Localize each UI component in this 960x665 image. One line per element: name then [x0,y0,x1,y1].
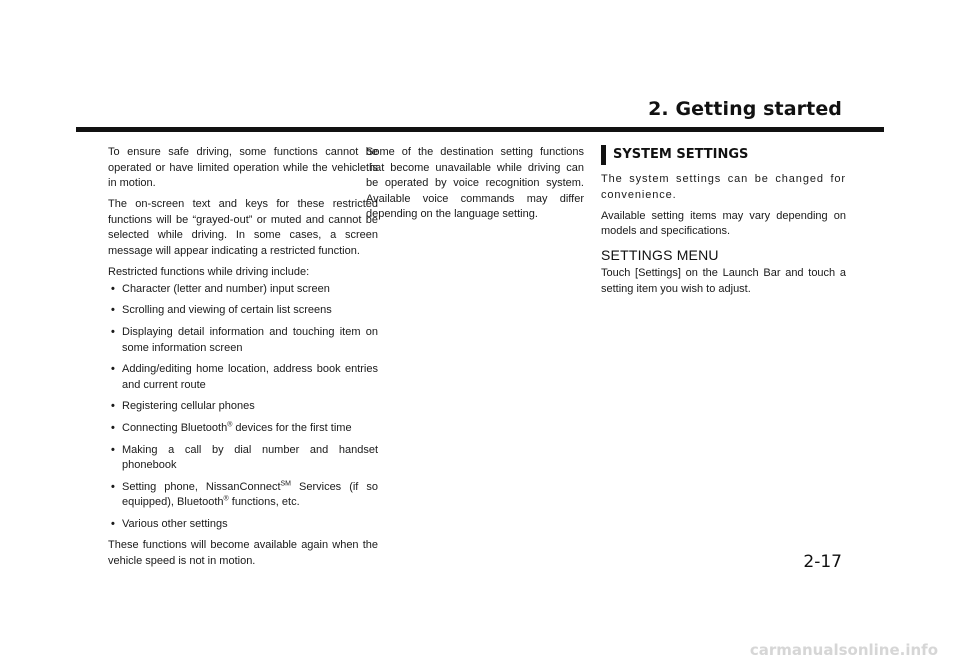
section-heading [601,145,846,165]
list-item-text: Character (letter and number) input screen [122,282,330,295]
paragraph: The on-screen text and keys for these restricted functions will be “grayed-out” or muted and cannot be selected while driving. In some cases, a screen message will appear indicating a restricted function. [108,198,378,258]
paragraph: The system settings can be changed for convenience. [601,173,846,201]
header-rule [76,127,884,132]
bullet: • [111,400,115,413]
paragraph: Restricted functions while driving include: [108,266,310,279]
paragraph: These functions will become available again when the vehicle speed is not in motion. [108,539,378,568]
list-item [108,421,378,437]
list-item-text: Various other settings [122,517,228,530]
paragraph: Some of the destination setting functions that become unavailable while driving can be operated by voice recognition system. Available voice commands may differ depending on the language setting. [366,146,584,221]
bullet: • [111,443,115,456]
paragraph: To ensure safe driving, some functions cannot be operated or have limited operation while the vehicle is in motion. [108,146,378,190]
bullet: • [111,304,115,317]
list-item-text: Setting phone, NissanConnect [122,480,281,493]
list-item-text: Adding/editing home location, address book entries and current route [122,363,378,391]
chapter-title: 2. Getting started [648,98,842,120]
right-column [601,145,846,303]
list-item-text: Scrolling and viewing of certain list screens [122,304,332,317]
list-item [108,480,378,511]
section-title: SYSTEM SETTINGS [613,147,749,163]
list-item [108,443,378,474]
paragraph: Touch [Settings] on the Launch Bar and touch a setting item you wish to adjust. [601,267,846,296]
page-number: 2-17 [803,552,842,572]
bullet: • [111,517,115,530]
watermark: carmanualsonline.info [749,641,938,659]
service-mark: SM [280,480,291,488]
bullet: • [111,363,115,376]
subsection-title: SETTINGS MENU [601,246,719,263]
middle-column [366,145,584,228]
list-item-text: Services (if so equipped), Bluetooth [122,480,378,509]
list-item-text: Making a call by dial number and handset phonebook [122,443,378,472]
list-item [108,282,378,298]
list-item-text: Registering cellular phones [122,400,255,413]
list-item-text: Displaying detail information and touching item on some information screen [122,325,378,354]
bullet: • [111,421,115,434]
bullet: • [111,325,115,338]
list-item-text: Connecting Bluetooth [122,421,228,434]
list-item [108,399,378,415]
list-item [108,362,378,393]
list-item-text: functions, etc. [228,496,300,509]
registered-mark: ® [227,421,233,429]
list-item [108,517,378,533]
list-item-text: devices for the first time [232,421,352,434]
registered-mark: ® [223,495,229,503]
restricted-functions-list [108,282,378,533]
section-marker [601,145,606,165]
bullet: • [111,480,115,493]
paragraph: Available setting items may vary depending on models and specifications. [601,209,846,238]
list-item [108,303,378,319]
bullet: • [111,282,115,295]
left-column [108,145,378,575]
list-item [108,325,378,356]
